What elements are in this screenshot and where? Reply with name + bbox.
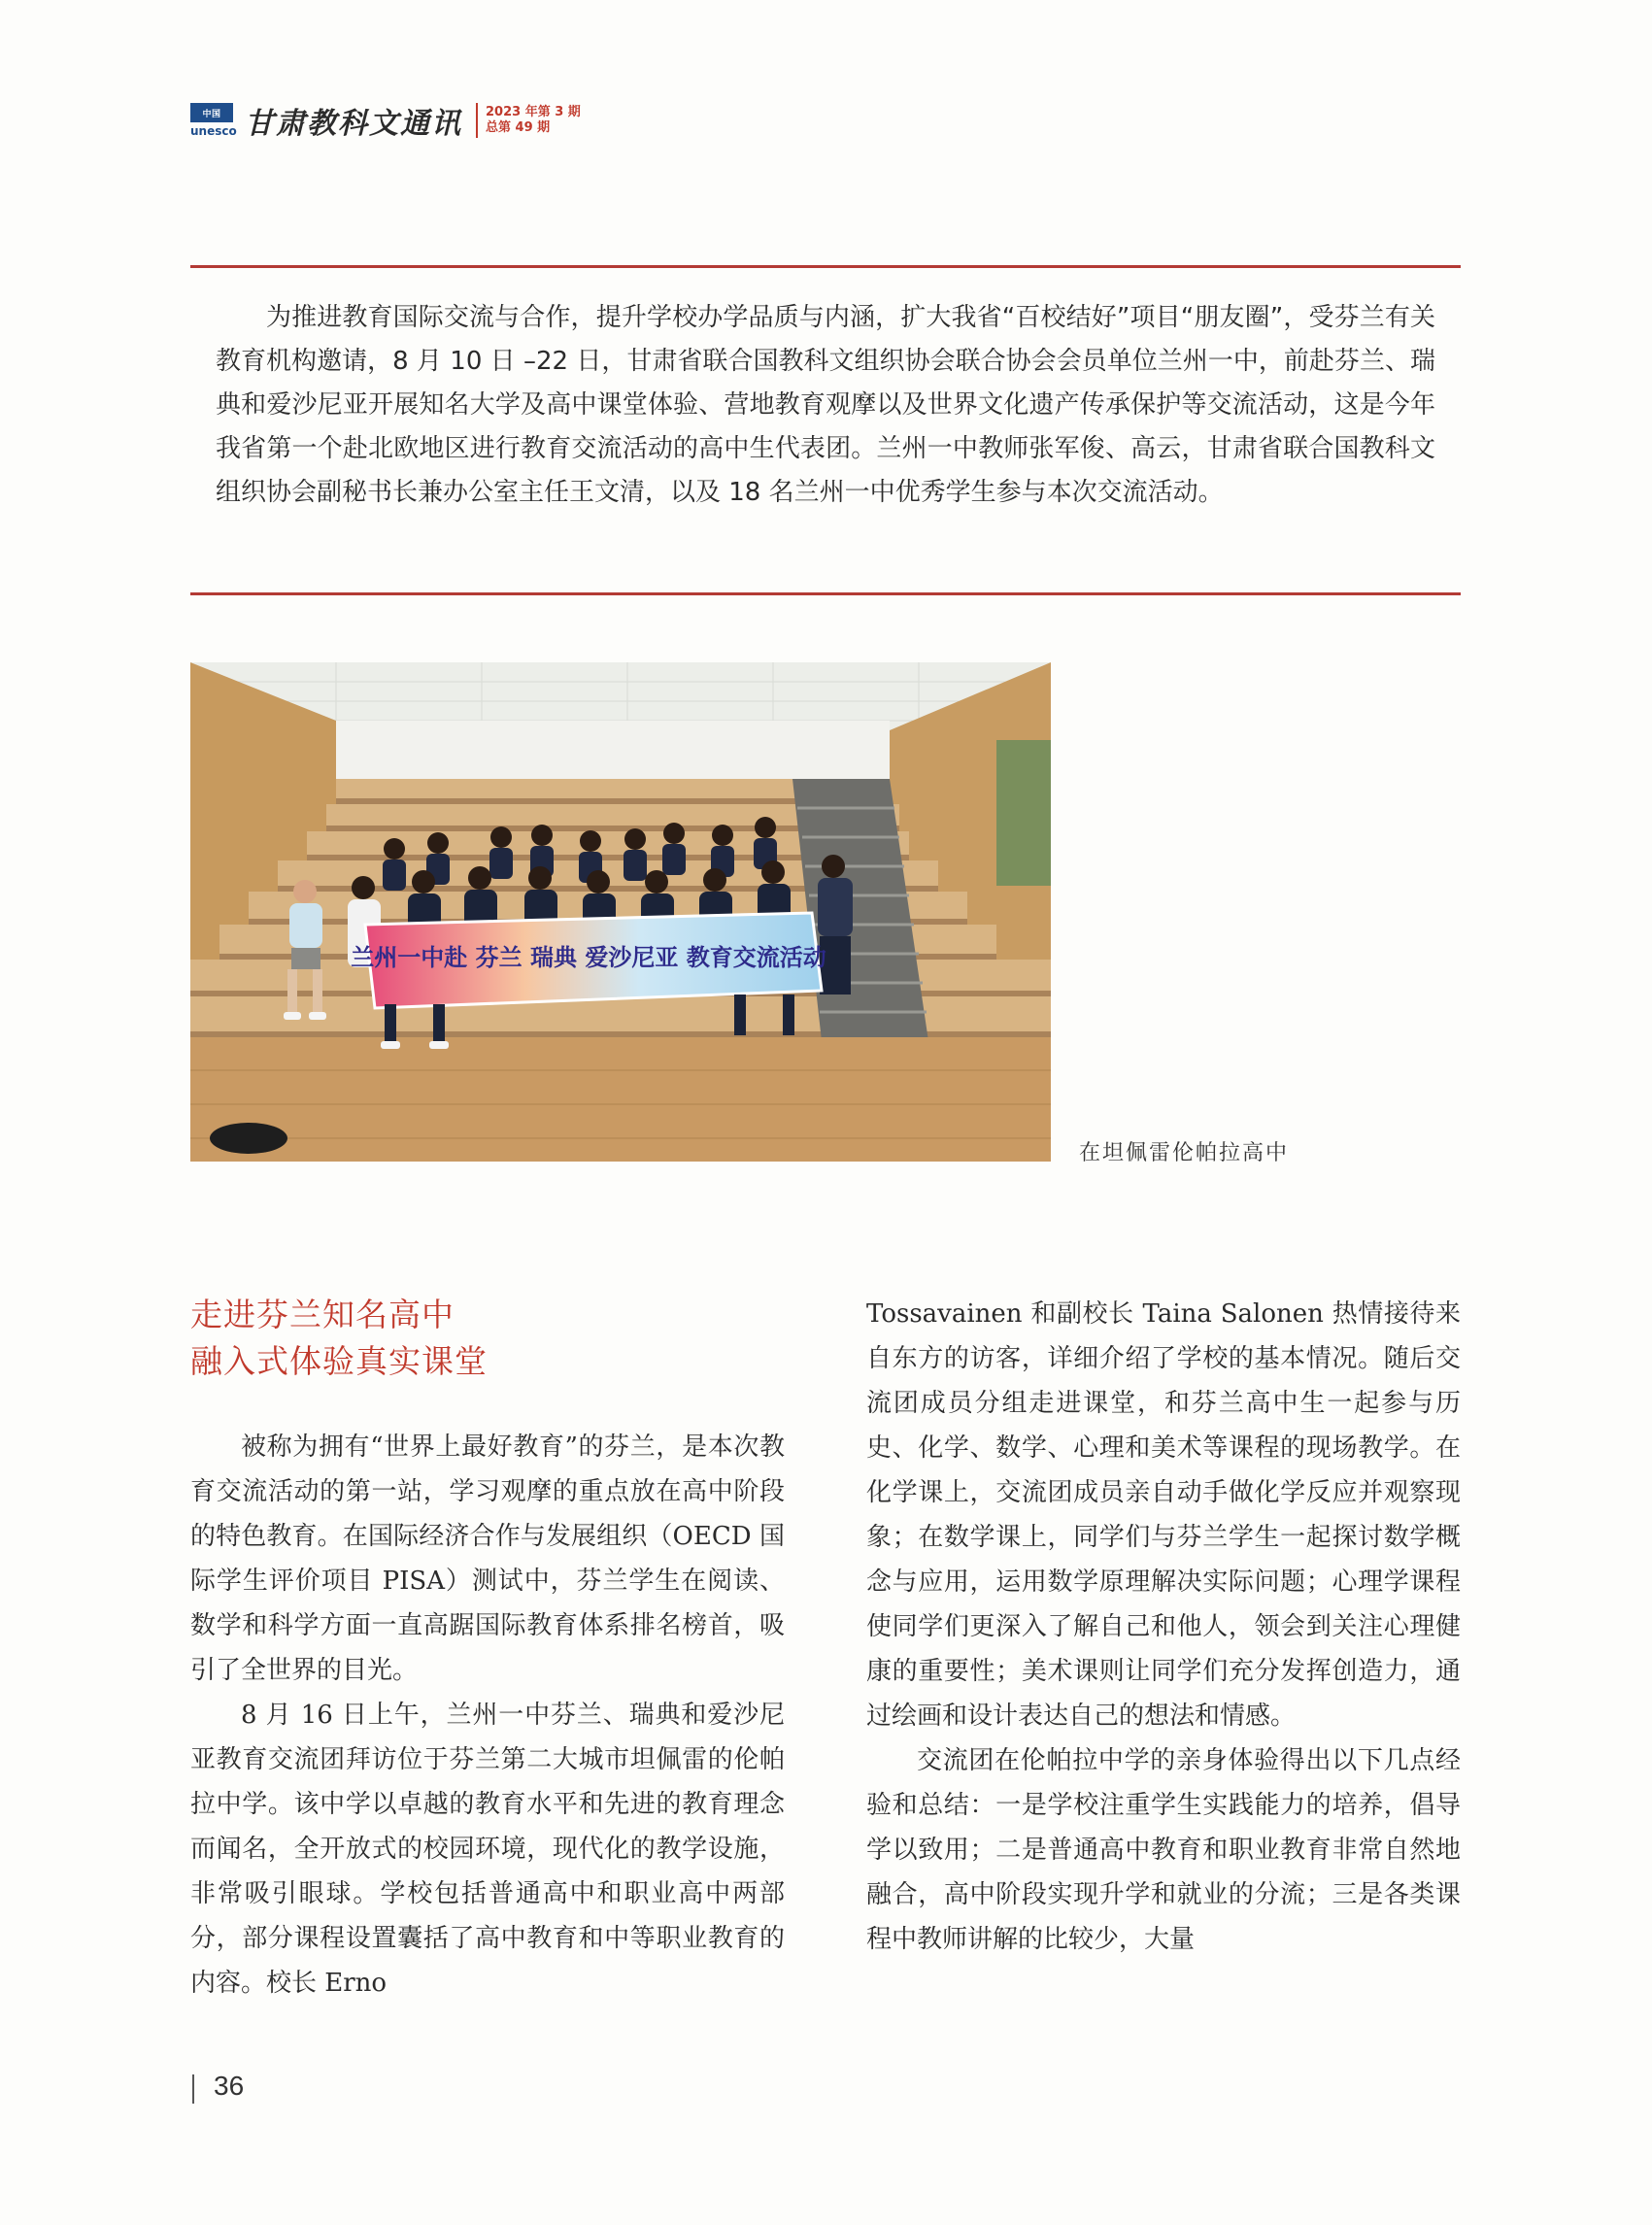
issue-total: 总第 49 期	[486, 120, 551, 135]
intro-paragraph: 为推进教育国际交流与合作，提升学校办学品质与内涵，扩大我省“百校结好”项目“朋友圈”，受芬兰有关教育机构邀请，8 月 10 日 –22 日，甘肃省联合国教科文组织协会联合协会会员单位兰州一中，前赴芬兰、瑞典和爱沙尼亚开展知名大学及高中课堂体验、营地教育观摩以及世界文化遗产传承保护等交流活动，这是今年我省第一个赴北欧地区进行教育交流活动的高中生代表团。兰州一中教师张军俊、高云，甘肃省联合国教科文组织协会副秘书长兼办公室主任王文清，以及 18 名兰州一中优秀学生参与本次交流活动。	[216, 303, 1435, 507]
intro-top-rule	[190, 265, 1461, 268]
section-heading-line2: 融入式体验真实课堂	[190, 1342, 488, 1380]
page-number: 36	[214, 2071, 245, 2101]
issue-divider	[476, 103, 478, 138]
folio-divider	[192, 2074, 194, 2104]
issue-number: 2023 年第 3 期	[486, 105, 581, 119]
photo-caption: 在坦佩雷伦帕拉高中	[1079, 1141, 1290, 1165]
journal-title: 甘肃教科文通讯	[245, 107, 462, 141]
masthead	[190, 101, 581, 140]
section-heading	[190, 1292, 488, 1385]
intro-bottom-rule	[190, 592, 1461, 595]
article-column-right	[866, 1292, 1461, 1962]
article-paragraph-1: 被称为拥有“世界上最好教育”的芬兰，是本次教育交流活动的第一站，学习观摩的重点放在高中阶段的特色教育。在国际经济合作与发展组织（OECD 国际学生评价项目 PISA）测试中，芬兰学生在阅读、数学和科学方面一直高踞国际教育体系排名榜首，吸引了全世界的目光。	[190, 1433, 785, 1685]
logo-badge: 中国	[202, 109, 221, 119]
section-heading-line1: 走进芬兰知名高中	[190, 1296, 455, 1333]
photo-banner-text: 兰州一中赴 芬兰 瑞典 爱沙尼亚 教育交流活动	[351, 944, 826, 971]
article-paragraph-3: Tossavainen 和副校长 Taina Salonen 热情接待来自东方的访客，详细介绍了学校的基本情况。随后交流团成员分组走进课堂，和芬兰高中生一起参与历史、化学、数学、心理和美术等课程的现场教学。在化学课上，交流团成员亲自动手做化学反应并观察现象；在数学课上，同学们与芬兰学生一起探讨数学概念与应用，运用数学原理解决实际问题；心理学课程使同学们更深入了解自己和他人，领会到关注心理健康的重要性；美术课则让同学们充分发挥创造力，通过绘画和设计表达自己的想法和情感。	[866, 1299, 1461, 1731]
article-paragraph-2: 8 月 16 日上午，兰州一中芬兰、瑞典和爱沙尼亚教育交流团拜访位于芬兰第二大城市坦佩雷的伦帕拉中学。该中学以卓越的教育水平和先进的教育理念而闻名，全开放式的校园环境，现代化的教学设施，非常吸引眼球。学校包括普通高中和职业高中两部分，部分课程设置囊括了高中教育和中等职业教育的内容。校长 Erno	[190, 1701, 785, 1998]
unesco-wordmark: unesco	[190, 124, 237, 138]
article-column-left	[190, 1425, 785, 2006]
group-photo	[190, 662, 1051, 1162]
issue-info	[486, 105, 581, 136]
unesco-logo	[190, 103, 235, 138]
article-paragraph-4: 交流团在伦帕拉中学的亲身体验得出以下几点经验和总结：一是学校注重学生实践能力的培养，倡导学以致用；二是普通高中教育和职业教育非常自然地融合，高中阶段实现升学和就业的分流；三是各类课程中教师讲解的比较少，大量	[866, 1746, 1461, 1954]
